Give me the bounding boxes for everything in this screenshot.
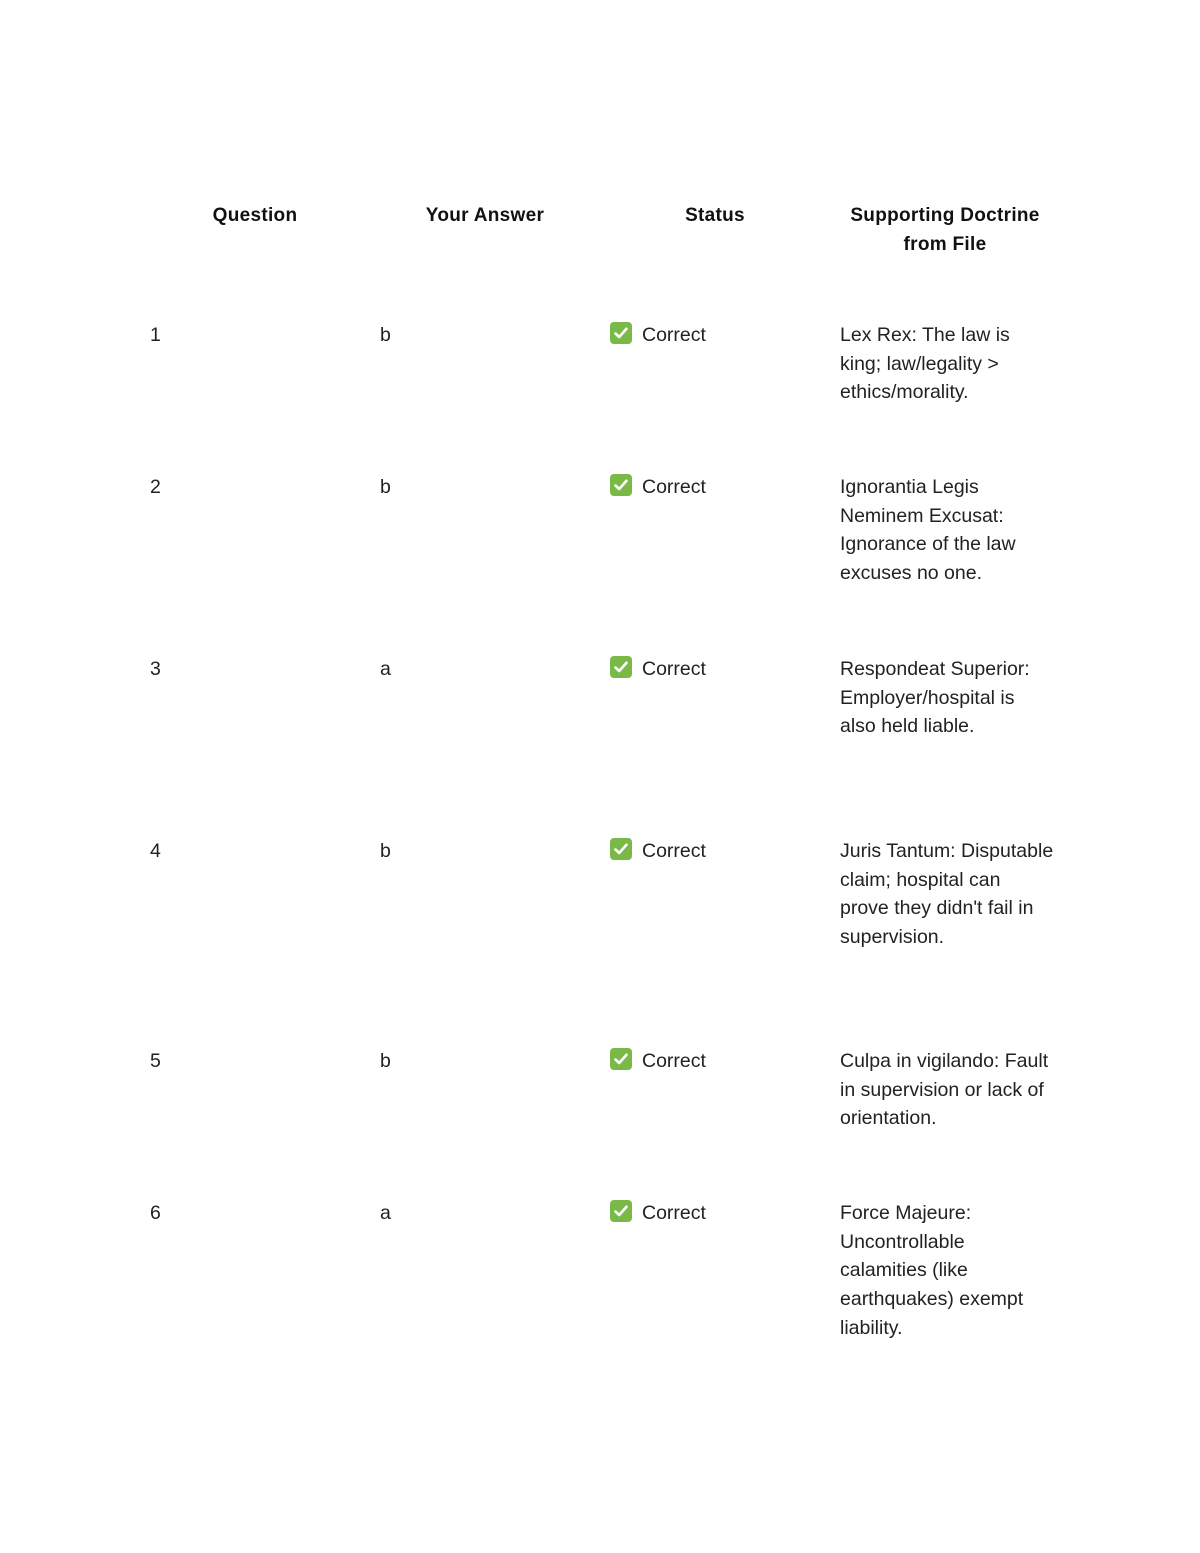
table-row xyxy=(140,1199,1060,1359)
your-answer: a xyxy=(380,658,391,680)
header-question: Question xyxy=(212,205,298,226)
header-your-answer: Your Answer xyxy=(425,205,545,226)
supporting-doctrine: Respondeat Superior: Employer/hospital is also held liable. xyxy=(840,658,1030,738)
your-answer: b xyxy=(380,476,391,498)
table-row xyxy=(140,837,1060,1047)
table-row xyxy=(140,473,1060,655)
status-cell xyxy=(600,837,830,1047)
question-number: 4 xyxy=(150,840,161,862)
check-mark-icon xyxy=(610,656,632,678)
answer-results-table xyxy=(140,196,1060,1359)
question-number: 1 xyxy=(150,324,161,346)
header-supporting-doctrine: Supporting Doctrine from File xyxy=(850,205,1040,255)
status-text: Correct xyxy=(642,1050,706,1072)
supporting-doctrine: Ignorantia Legis Neminem Excusat: Ignorance of the law excuses no one. xyxy=(840,476,1016,585)
your-answer: a xyxy=(380,1202,391,1224)
supporting-doctrine: Juris Tantum: Disputable claim; hospital can prove they didn't fail in supervision. xyxy=(840,840,1054,949)
status-text: Correct xyxy=(642,658,706,680)
check-mark-icon xyxy=(610,838,632,860)
status-cell xyxy=(600,473,830,655)
table-header-row xyxy=(140,196,1060,321)
supporting-doctrine: Force Majeure: Uncontrollable calamities (like earthquakes) exempt liability. xyxy=(840,1202,1024,1339)
check-mark-icon xyxy=(610,1048,632,1070)
status-cell xyxy=(600,655,830,837)
your-answer: b xyxy=(380,324,391,346)
question-number: 5 xyxy=(150,1050,161,1072)
table-row xyxy=(140,1047,1060,1199)
check-mark-icon xyxy=(610,474,632,496)
header-status: Status xyxy=(685,205,745,226)
table-row xyxy=(140,321,1060,473)
status-text: Correct xyxy=(642,1202,706,1224)
question-number: 2 xyxy=(150,476,161,498)
supporting-doctrine: Culpa in vigilando: Fault in supervision or lack of orientation. xyxy=(840,1050,1049,1130)
question-number: 6 xyxy=(150,1202,161,1224)
check-mark-icon xyxy=(610,1200,632,1222)
status-text: Correct xyxy=(642,476,706,498)
your-answer: b xyxy=(380,840,391,862)
status-cell xyxy=(600,1199,830,1359)
status-cell xyxy=(600,1047,830,1199)
status-text: Correct xyxy=(642,840,706,862)
status-text: Correct xyxy=(642,324,706,346)
check-mark-icon xyxy=(610,322,632,344)
status-cell xyxy=(600,321,830,473)
your-answer: b xyxy=(380,1050,391,1072)
question-number: 3 xyxy=(150,658,161,680)
supporting-doctrine: Lex Rex: The law is king; law/legality > ethics/morality. xyxy=(840,324,1010,404)
table-row xyxy=(140,655,1060,837)
